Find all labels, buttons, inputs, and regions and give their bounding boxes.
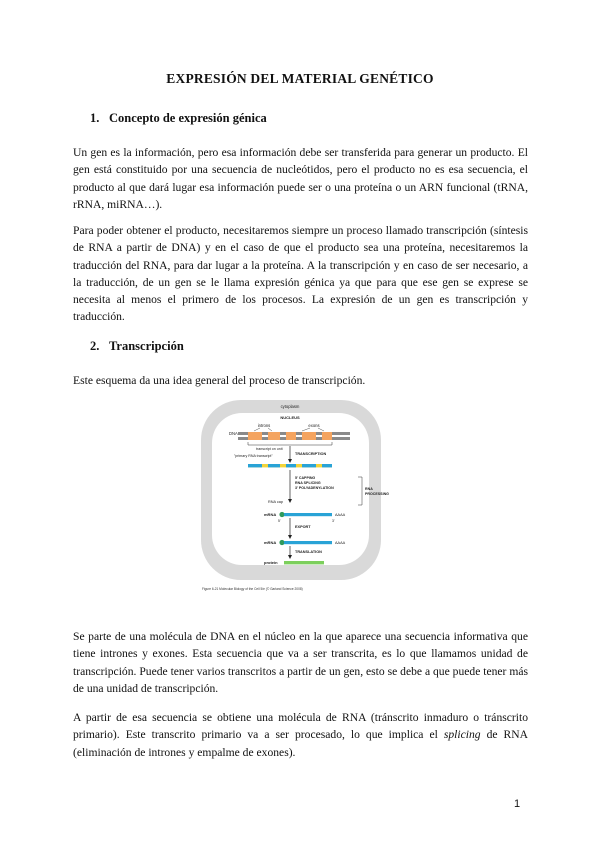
rna-processing-label-1: RNA [365,487,373,491]
exon-block [302,432,316,440]
paragraph-rna-processing [73,709,528,761]
rna-cap [279,512,284,517]
exon-block [322,432,332,440]
section-number: 1. [90,111,100,125]
cytoplasmic-mrna [284,541,332,544]
primary-transcript-exon [268,464,280,467]
paragraph-expression: Para poder obtener el producto, necesitaremos siempre un proceso llamado transcripción (síntesis de RNA a partir de DNA) y en el caso de que el producto sea una proteína, necesitaremos la traducción del RNA, para dar lugar a la proteína. A la transcripción y en caso de ser necesario, a la traducción, de un gen se le llama expresión génica ya que para que ese gen se exprese se necesita al menos el primero de los procesos. La expresión de un gen es transcripción y traducción. [73,224,528,324]
section-title: Concepto de expresión génica [109,111,267,125]
splicing-term: splicing [443,728,481,742]
paragraph-text: A partir de esa secuencia se obtiene una molécula de RNA (tránscrito inmaduro o tránscrito primario). Este transcrito primario va a ser procesado, lo que implica el [73,711,528,742]
cytoplasmic-mrna-label: mRNA [264,540,277,545]
paragraph-scheme-intro: Este esquema da una idea general del proceso de transcripción. [73,374,366,387]
paragraph-gene-concept: Un gen es la información, pero esa información debe ser transferida para generar un producto. El gen está constituido por una secuencia de nucleótidos, pero el producto no es esa secuencia, el producto al que dará lugar esa información puede ser o una proteína o un ARN funcional (tRNA, rRNA, miRNA…). [73,146,528,211]
dna-label: DNA [229,431,238,436]
rna-cap-label: RNA cap [268,500,283,504]
export-step-label: EXPORT [295,525,311,529]
primary-transcript-exon [248,464,262,467]
nucleus-label: NUCLEUS [280,415,300,420]
paragraph-dna-source: Se parte de una molécula de DNA en el núcleo en la que aparece una secuencia informativa que tiene intrones y exones. Esta secuencia que va a ser transcrita, es lo que llamamos unidad de transcripción. Puede tener varios transcritos a partir de un gen, esto se debe a que puede tener más de una unidad de transcripción. [73,630,528,695]
section-heading-2 [90,339,184,354]
section-title: Transcripción [109,339,184,353]
paragraph-text: de RNA (eliminación de intrones y empalme de exones). [73,728,528,759]
exons-label: exons [308,423,320,428]
introns-label: introns [257,423,271,428]
nuclear-mrna-label: mRNA [264,512,277,517]
document-title: EXPRESIÓN DEL MATERIAL GENÉTICO [166,71,434,86]
transcription-diagram [198,397,400,592]
exon-block [286,432,296,440]
protein-bar [284,561,324,564]
mature-mrna [284,513,332,516]
five-prime-label: 5' [278,519,281,523]
exon-block [268,432,280,440]
primary-transcript-exon [302,464,316,467]
cytoplasm-label: cytoplasm [280,404,300,409]
splicing-label: RNA SPLICING [295,481,321,485]
page-number: 1 [514,798,521,810]
rna-cap [279,540,284,545]
exon-block [248,432,262,440]
section-number: 2. [90,339,100,353]
transcript-unit-label: transcript on unit [256,447,283,451]
three-prime-label: 3' [332,519,335,523]
primary-transcript-label: "primary RNA transcript" [234,454,273,458]
capping-label: 5' CAPPING [295,476,316,480]
transcription-step-label: TRANSCRIPTION [295,452,327,456]
primary-transcript-exon [322,464,332,467]
protein-label: protein [264,560,278,565]
figure-caption: Figure 6-21 Molecular Biology of the Cell 5/e (© Garland Science 2008) [202,587,303,591]
section-heading-1 [90,111,267,126]
primary-transcript-exon [286,464,296,467]
rna-processing-label-2: PROCESSING [365,492,389,496]
polya-tail-label: AAAA [335,513,346,517]
polya-tail-label: AAAA [335,541,346,545]
polyadenylation-label: 3' POLYADENYLATION [295,486,334,490]
translation-step-label: TRANSLATION [295,550,322,554]
